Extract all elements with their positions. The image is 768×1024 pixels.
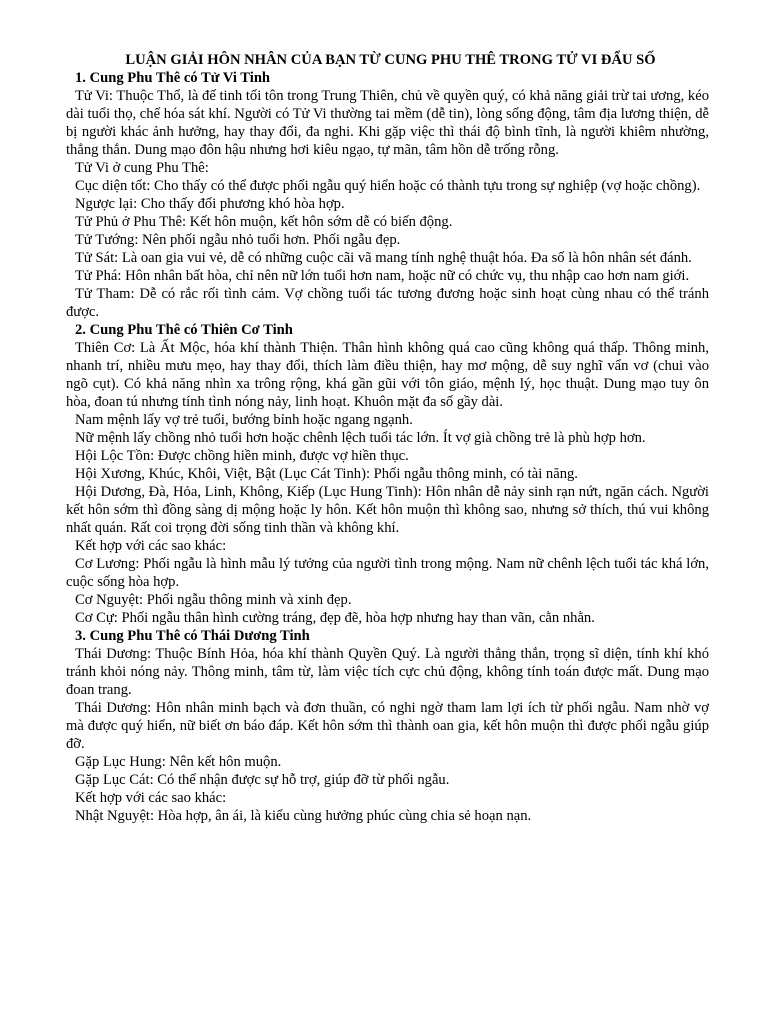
section-heading: 1. Cung Phu Thê có Tử Vi Tinh: [75, 70, 271, 86]
section-heading: 2. Cung Phu Thê có Thiên Cơ Tinh: [75, 322, 293, 338]
paragraph: Thái Dương: Thuộc Bính Hỏa, hóa khí thành Quyền Quý. Là người thẳng thắn, trọng sĩ diện, tính khí khó tránh khỏi nóng nảy. Thông minh, tâm từ, làm việc tích cực chủ động, không tính toán được mất. Dung mạo đoan trang.: [66, 646, 709, 698]
paragraph: Thiên Cơ: Là Ất Mộc, hóa khí thành Thiện. Thân hình không quá cao cũng không quá thấp. Thông minh, nhanh trí, nhiều mưu mẹo, hay thay đổi, thích làm điều thiện, hay mơ mộng, dễ suy nghĩ vẩn vơ (chui vào ngõ cụt). Có khả năng nhìn xa trông rộng, khá gần gũi với tôn giáo, mệnh lý, học thuật. Dung mạo tuy ôn hòa, đoan tú nhưng tính tình nóng nảy, linh hoạt. Khuôn mặt đa số gầy dài.: [66, 340, 709, 410]
paragraph: Hội Xương, Khúc, Khôi, Việt, Bật (Lục Cát Tinh): Phối ngẫu thông minh, có tài năng.: [75, 466, 578, 482]
section-heading: 3. Cung Phu Thê có Thái Dương Tinh: [75, 628, 310, 644]
paragraph: Hội Lộc Tồn: Được chồng hiền minh, được vợ hiền thục.: [75, 448, 409, 464]
paragraph: Tử Phá: Hôn nhân bất hòa, chỉ nên nữ lớn tuổi hơn nam, hoặc nữ có chức vụ, thu nhập cao hơn nam giới.: [75, 268, 690, 284]
paragraph: Cơ Cự: Phối ngẫu thân hình cường tráng, đẹp đẽ, hòa hợp nhưng hay than vãn, cằn nhằn.: [75, 610, 595, 626]
paragraph: Nữ mệnh lấy chồng nhỏ tuổi hơn hoặc chênh lệch tuổi tác lớn. Ít vợ già chồng trẻ là phù hợp hơn.: [75, 430, 646, 446]
paragraph: Nhật Nguyệt: Hòa hợp, ân ái, là kiểu cùng hưởng phúc cùng chia sẻ hoạn nạn.: [75, 808, 532, 824]
paragraph: Cơ Lương: Phối ngẫu là hình mẫu lý tưởng của người tình trong mộng. Nam nữ chênh lệch tuổi tác khá lớn, cuộc sống hòa hợp.: [66, 556, 709, 590]
paragraph: Kết hợp với các sao khác:: [75, 790, 227, 806]
document-body: [66, 69, 709, 825]
paragraph: Gặp Lục Hung: Nên kết hôn muộn.: [75, 754, 282, 770]
paragraph: Tử Tham: Dễ có rắc rối tình cảm. Vợ chồng tuổi tác tương đương hoặc sinh hoạt cùng nhau có thể tránh được.: [66, 286, 709, 320]
paragraph: Ngược lại: Cho thấy đối phương khó hòa hợp.: [75, 196, 345, 212]
paragraph: Tử Vi: Thuộc Thổ, là đế tinh tối tôn trong Trung Thiên, chủ về quyền quý, có khả năng giải trừ tai ương, kéo dài tuổi thọ, chế hóa sát khí. Người có Tử Vi thường tai mềm (dễ tin), lòng sống động, tâm địa lương thiện, dễ bị người khác ảnh hưởng, hay thay đổi, đa nghi. Khi gặp việc thì thái độ bình tĩnh, là người khiêm nhường, thẳng thắn. Dung mạo đôn hậu nhưng hơi kiêu ngạo, tự mãn, tâm hồn dễ trống rỗng.: [66, 88, 709, 158]
paragraph: Cơ Nguyệt: Phối ngẫu thông minh và xinh đẹp.: [75, 592, 352, 608]
paragraph: Tử Sát: Là oan gia vui vẻ, dễ có những cuộc cãi vã mang tính nghệ thuật hóa. Đa số là hôn nhân sét đánh.: [75, 250, 692, 266]
paragraph: Tử Vi ở cung Phu Thê:: [75, 160, 209, 176]
paragraph: Cục diện tốt: Cho thấy có thể được phối ngẫu quý hiển hoặc có thành tựu trong sự nghiệp (vợ hoặc chồng).: [75, 178, 701, 194]
paragraph: Gặp Lục Cát: Có thể nhận được sự hỗ trợ, giúp đỡ từ phối ngẫu.: [75, 772, 450, 788]
paragraph: Tử Phủ ở Phu Thê: Kết hôn muộn, kết hôn sớm dễ có biến động.: [75, 214, 453, 230]
paragraph: Tử Tướng: Nên phối ngẫu nhỏ tuổi hơn. Phối ngẫu đẹp.: [75, 232, 401, 248]
paragraph: Nam mệnh lấy vợ trẻ tuổi, bướng bỉnh hoặc ngang ngạnh.: [75, 412, 413, 428]
paragraph: Hội Dương, Đà, Hỏa, Linh, Không, Kiếp (Lục Hung Tinh): Hôn nhân dễ nảy sinh rạn nứt, ngăn cách. Người kết hôn sớm thì đồng sàng dị mộng hoặc ly hôn. Kết hôn muộn thì không sao, nhưng sở thích, thú vui không nhất quán. Rất coi trọng đời sống tinh thần và không khí.: [66, 484, 709, 536]
document-title: LUẬN GIẢI HÔN NHÂN CỦA BẠN TỪ CUNG PHU THÊ TRONG TỬ VI ĐẨU SỐ: [125, 52, 656, 68]
paragraph: Thái Dương: Hôn nhân minh bạch và đơn thuần, có nghi ngờ tham lam lợi ích từ phối ngẫu. Nam nhờ vợ mà được quý hiển, nữ biết ơn báo đáp. Kết hôn sớm thì thành oan gia, kết hôn muộn thì được phối ngẫu giúp đỡ.: [66, 700, 709, 752]
paragraph: Kết hợp với các sao khác:: [75, 538, 227, 554]
